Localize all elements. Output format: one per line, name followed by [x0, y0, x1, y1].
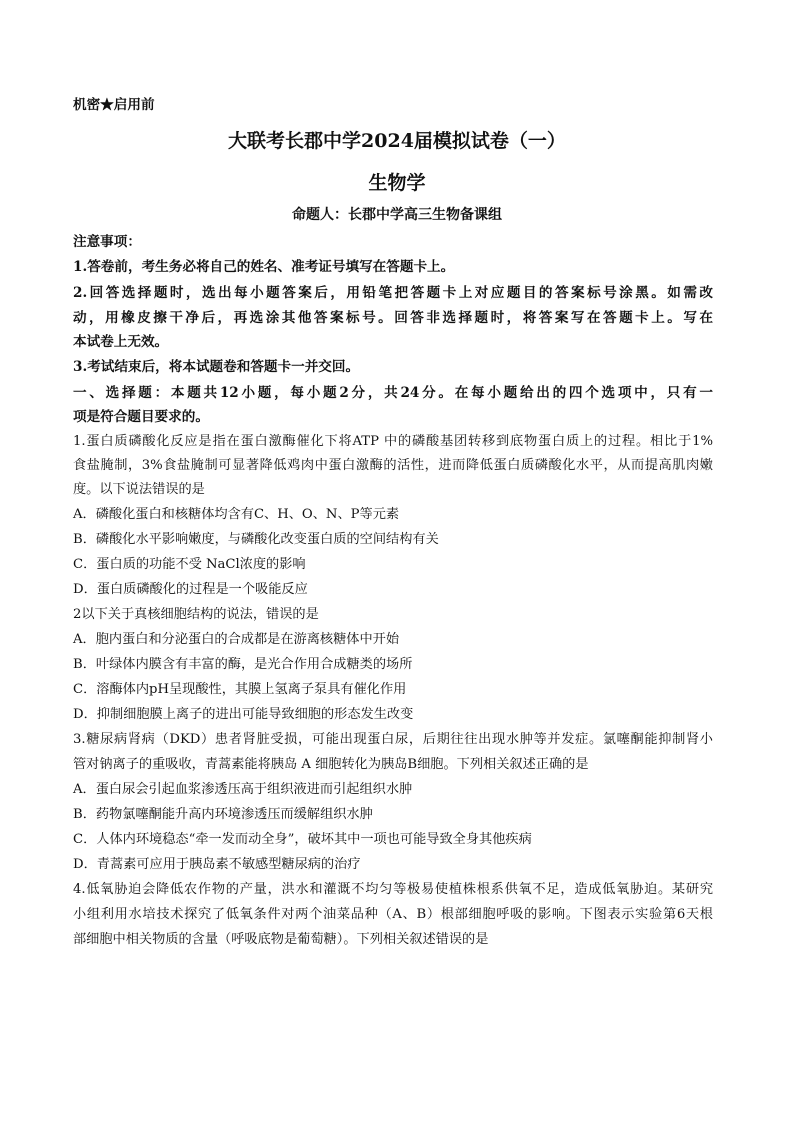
exam-title: 大联考长郡中学2024届模拟试卷（一） [228, 130, 566, 152]
question-3-option-a: A．蛋白尿会引起血浆渗透压高于组织液进而引起组织水肿 [73, 782, 413, 797]
section-1-heading-line-2: 项是符合题目要求的。 [73, 409, 209, 425]
question-1-option-c: C．蛋白质的功能不受 NaCl浓度的影响 [73, 557, 306, 572]
question-3-stem-line-2: 管对钠离子的重吸收，青蒿素能将胰岛 A 细胞转化为胰岛B细胞。下列相关叙述正确的是 [73, 757, 589, 772]
question-2-option-d: D．抑制细胞膜上离子的进出可能导致细胞的形态发生改变 [73, 707, 414, 722]
notice-item-2-line-2: 动，用橡皮擦干净后，再选涂其他答案标号。回答非选择题时，将答案写在答题卡上。写在 [73, 310, 713, 326]
subject-title: 生物学 [368, 172, 426, 194]
question-3-stem-line-1: 3.糖尿病肾病（DKD）患者肾脏受损，可能出现蛋白尿，后期往往出现水肿等并发症。氯噻酮能抑制肾小 [73, 732, 713, 747]
question-4-stem-line-3: 部细胞中相关物质的含量（呼吸底物是葡萄糖）。下列相关叙述错误的是 [73, 932, 489, 947]
question-1-option-d: D．蛋白质磷酸化的过程是一个吸能反应 [73, 582, 308, 597]
question-3-option-b: B．药物氯噻酮能升高内环境渗透压而缓解组织水肿 [73, 807, 373, 822]
author-line: 命题人：长郡中学高三生物备课组 [292, 207, 502, 223]
question-3-option-c: C．人体内环境稳态“牵一发而动全身”，破坏其中一项也可能导致全身其他疾病 [73, 832, 532, 847]
question-2-option-b: B．叶绿体内膜含有丰富的酶，是光合作用合成糖类的场所 [73, 657, 413, 672]
notice-item-1: 1.答卷前，考生务必将自己的姓名、准考证号填写在答题卡上。 [73, 259, 455, 275]
section-1-heading-line-1: 一、选择题：本题共12小题，每小题2分，共24分。在每小题给出的四个选项中，只有一 [73, 385, 713, 401]
question-3-option-d: D．青蒿素可应用于胰岛素不敏感型糖尿病的治疗 [73, 857, 361, 872]
secret-label: 机密★启用前 [73, 97, 155, 113]
notice-item-2-line-1: 2.回答选择题时，选出每小题答案后，用铅笔把答题卡上对应题目的答案标号涂黑。如需改 [73, 285, 713, 301]
question-1-stem-line-2: 食盐腌制，3%食盐腌制可显著降低鸡肉中蛋白激酶的活性，进而降低蛋白质磷酸化水平，从而提高肌肉嫩 [73, 458, 713, 473]
question-2-option-c: C．溶酶体内pH呈现酸性，其膜上氢离子泵具有催化作用 [73, 682, 407, 697]
question-2-option-a: A．胞内蛋白和分泌蛋白的合成都是在游离核糖体中开始 [73, 632, 400, 647]
notice-item-3: 3.考试结束后，将本试题卷和答题卡一并交回。 [73, 359, 360, 375]
question-4-stem-line-1: 4.低氧胁迫会降低农作物的产量，洪水和灌溉不均匀等极易使植株根系供氧不足，造成低氧胁迫。某研究 [73, 882, 713, 897]
question-1-stem-line-1: 1.蛋白质磷酸化反应是指在蛋白激酶催化下将ATP 中的磷酸基团转移到底物蛋白质上的过程。相比于1% [73, 434, 713, 449]
notice-item-2-line-3: 本试卷上无效。 [73, 334, 169, 350]
question-1-option-a: A．磷酸化蛋白和核糖体均含有C、H、O、N、P等元素 [73, 507, 400, 522]
question-1-stem-line-3: 度。以下说法错误的是 [73, 482, 205, 497]
notice-heading: 注意事项： [73, 234, 141, 250]
question-4-stem-line-2: 小组利用水培技术探究了低氧条件对两个油菜品种（A、B）根部细胞呼吸的影响。下图表示实验第6天根 [73, 907, 713, 922]
question-2-stem: 2以下关于真核细胞结构的说法，错误的是 [73, 607, 319, 622]
question-1-option-b: B．磷酸化水平影响嫩度，与磷酸化改变蛋白质的空间结构有关 [73, 532, 439, 547]
